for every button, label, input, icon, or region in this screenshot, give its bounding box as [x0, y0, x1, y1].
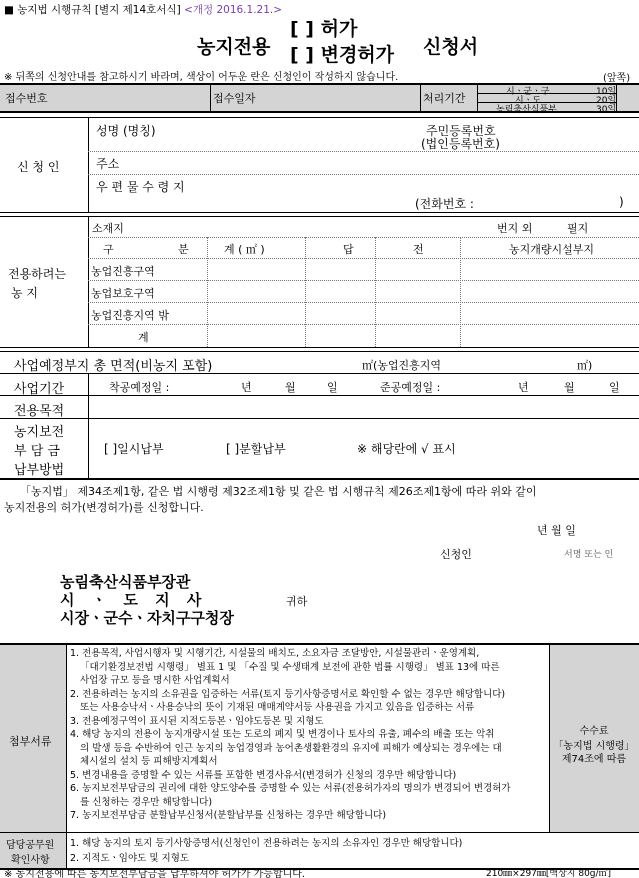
attachment-item: 2. 전용하려는 농지의 소유권을 입증하는 서류(토지 등기사항증명서로 확인할 수 없는 경우만 해당합니다) [70, 688, 506, 700]
declaration-date: 년 월 일 [537, 524, 576, 537]
recipient-mayor: 시장ㆍ군수ㆍ자치구구청장 [60, 609, 234, 627]
phone-close: ) [619, 195, 624, 209]
business-period-label: 사업기간 [14, 382, 65, 397]
attachment-item: 6. 농지보전부담금의 권리에 대한 양도양수를 증명할 수 있는 서류(전용허가자의 명의가 변경되어 변경허가 [70, 783, 511, 794]
revision-text: <개정 2016.1.21.> [184, 4, 283, 16]
lot-number-label: 번지 외 [497, 222, 533, 235]
mail-receipt-address-label: 우 편 물 수 령 지 [96, 180, 185, 194]
processing-period-label: 처리기간 [423, 92, 466, 105]
applicant-corp-id-label: (법인등록번호) [421, 137, 500, 151]
period-days-3: 30일 [596, 105, 617, 115]
period-days-1: 10일 [596, 87, 617, 97]
attachment-item: 5. 변경내용을 증명할 수 있는 서류를 포함한 변경사유서(변경허가 신청의 경우만 해당합니다) [70, 769, 457, 781]
recipient-minister: 농림축산식품부장관 [60, 573, 191, 591]
col-paddy: 답 [343, 243, 354, 256]
title-prefix: 농지전용 [197, 36, 271, 58]
period-agency-3: 농림축산식품부 [496, 105, 557, 115]
regulation-header [4, 2, 282, 17]
payment-label-1: 농지보전 [14, 425, 65, 440]
applicant-name-label: 성명 (명칭) [96, 124, 156, 138]
lump-sum-option[interactable]: [ ]일시납부 [104, 442, 164, 456]
end-date-label: 준공예정일 : [380, 381, 441, 394]
land-section-label-1: 전용하려는 [8, 267, 66, 281]
check-mark-note: ※ 해당란에 √ 표시 [357, 442, 456, 456]
parcel-count-label: 필지 [567, 222, 589, 235]
end-month: 월 [564, 381, 575, 394]
period-days-2: 20일 [596, 96, 617, 106]
payment-label-2: 부 담 금 [14, 444, 60, 459]
attachment-item: 7. 농지보전부담금 분할납부신청서(분할납부를 신청하는 경우만 해당합니다) [70, 810, 387, 821]
row-promotion-zone: 농업진흥구역 [91, 265, 155, 278]
declaration-line-2: 농지전용의 허가(변경허가)를 신청합니다. [4, 501, 204, 514]
front-side-label: (앞쪽) [603, 73, 631, 84]
business-area-label: 사업예정부지 총 면적(비농지 포함) [14, 359, 213, 374]
attachment-item: 1. 전용목적, 사업시행자 및 시행기간, 시설물의 배치도, 소요자금 조달방안, 시설물관리ㆍ운영계획, [70, 648, 480, 659]
row-outside-zone: 농업진흥지역 밖 [91, 309, 169, 322]
officer-item-2: 2. 지적도ㆍ임야도 및 지형도 [70, 853, 190, 864]
paper-spec: 210㎜×297㎜[백상지 80g/㎡] [486, 869, 612, 878]
signature-label: 서명 또는 인 [564, 550, 614, 560]
col-facility: 농지개량시설부지 [509, 243, 595, 256]
attachment-item: 사업장 규모 등을 명시한 사업계획서 [80, 675, 230, 686]
fee-label: 수수료 [579, 726, 609, 737]
payment-label-3: 납부방법 [14, 463, 65, 478]
phone-label: (전화번호 : [415, 197, 474, 211]
fee-text-1: 「농지법 시행령」 [553, 741, 635, 752]
attachment-item: 의 발생 등을 수반하여 인근 농지의 농업경영과 농어촌생활환경의 유지에 피해가 예상되는 경우에는 대 [80, 742, 502, 754]
recipient-honorific: 귀하 [286, 595, 308, 608]
attachment-item: 「대기환경보전법 시행령」 별표 1 및 「수질 및 수생태계 보전에 관한 법률 시행령」 별표 13에 따른 [80, 661, 500, 673]
footer-note: ※ 농지전용에 따른 농지보전부담금을 납부하셔야 허가가 가능합니다. [4, 869, 306, 878]
title-option-permit[interactable]: [ ] 허가 [290, 18, 358, 40]
officer-label-2: 확인사항 [11, 855, 50, 866]
period-agency-2: 시ㆍ도 [515, 96, 542, 106]
receipt-number-label: 접수번호 [5, 92, 48, 105]
applicant-section-label: 신 청 인 [17, 160, 60, 174]
attachment-item: 체시설의 설치 등 피해방지계획서 [80, 756, 218, 767]
business-area-unit: ㎡(농업진흥지역 [362, 359, 442, 372]
start-day: 일 [327, 381, 338, 394]
end-year: 년 [518, 381, 529, 394]
applicant-address-label: 주소 [96, 157, 120, 171]
regulation-text: ■ 농지법 시행규칙 [별지 제14호서식] [4, 4, 181, 16]
attachment-item: 3. 전용예정구역이 표시된 지적도등본ㆍ임야도등본 및 지형도 [70, 715, 324, 727]
declaration-line-1: 「농지법」 제34조제1항, 같은 법 시행령 제32조제1항 및 같은 법 시행규칙 제26조제1항에 따라 위와 같이 [20, 485, 537, 498]
period-agency-1: 시ㆍ군ㆍ구 [506, 87, 550, 97]
attachment-item: 또는 사용승낙서ㆍ사용승낙의 뜻이 기재된 매매계약서등 사용권을 가지고 있음을 입증하는 서류 [80, 702, 475, 713]
title-suffix: 신청서 [423, 36, 479, 58]
receipt-date-label: 접수일자 [213, 92, 256, 105]
officer-item-1: 1. 해당 농지의 토지 등기사항증명서(신청인이 전용하려는 농지의 소유자인 경우만 해당합니다) [70, 838, 463, 849]
attachment-item: 4. 해당 농지의 전용이 농지개량시설 또는 도로의 폐지 및 변경이나 토사의 유출, 폐수의 배출 또는 악취 [70, 729, 495, 740]
title-option-change-permit[interactable]: [ ] 변경허가 [290, 44, 395, 66]
notice-text: ※ 뒤쪽의 신청안내를 참고하시기 바라며, 색상이 어두운 란은 신청인이 작성하지 않습니다. [4, 72, 399, 83]
attachments-list [70, 647, 548, 823]
col-category-b: 분 [178, 243, 189, 256]
applicant-sign-label: 신청인 [440, 548, 472, 561]
col-field: 전 [413, 243, 424, 256]
officer-label-1: 담당공무원 [6, 840, 55, 851]
fee-text-2: 제74조에 따름 [561, 754, 627, 765]
attachments-label: 첨부서류 [9, 735, 52, 748]
start-date-label: 착공예정일 : [109, 381, 170, 394]
start-year: 년 [241, 381, 252, 394]
applicant-id-label: 주민등록번호 [426, 124, 496, 138]
col-category-a: 구 [103, 243, 114, 256]
col-total-area: 계 ( ㎡ ) [224, 243, 265, 256]
row-protection-zone: 농업보호구역 [91, 287, 155, 300]
installment-option[interactable]: [ ]분할납부 [226, 442, 286, 456]
location-label: 소재지 [92, 222, 124, 235]
purpose-label: 전용목적 [14, 404, 65, 419]
business-area-unit-close: ㎡) [577, 359, 593, 372]
end-day: 일 [609, 381, 620, 394]
recipient-governor: 시 ㆍ 도 지 사 [60, 591, 208, 609]
row-total: 계 [138, 331, 149, 344]
land-section-label-2: 농 지 [11, 286, 38, 300]
start-month: 월 [285, 381, 296, 394]
attachment-item: 를 신청하는 경우만 해당합니다) [80, 796, 213, 808]
